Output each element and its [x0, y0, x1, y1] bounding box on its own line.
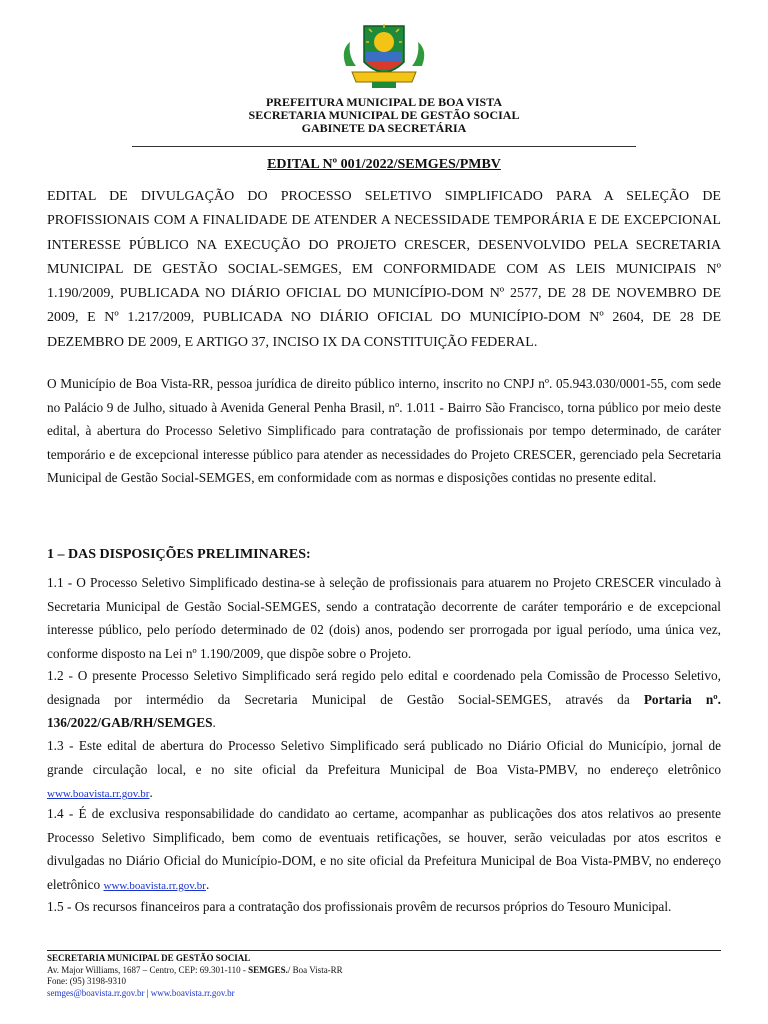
edital-title: EDITAL Nº 001/2022/SEMGES/PMBV [267, 157, 501, 172]
clause-1-5: 1.5 - Os recursos financeiros para a contratação dos profissionais provêm de recursos próprios do Tesouro Municipal. [47, 899, 672, 914]
footer-org: SECRETARIA MUNICIPAL DE GESTÃO SOCIAL [47, 953, 251, 963]
footer-phone: Fone: (95) 3198-9310 [47, 976, 126, 986]
edital-ementa: EDITAL DE DIVULGAÇÃO DO PROCESSO SELETIVO SIMPLIFICADO PARA A SELEÇÃO DE PROFISSIONAIS COM A FINALIDADE DE ATENDER A NECESSIDADE TEMPORÁRIA E DE EXCEPCIONAL INTERESSE PÚBLICO NA EXECUÇÃO DO PROJETO CRESCER, DESENVOLVIDO PELA SECRETARIA MUNICIPAL DE GESTÃO SOCIAL-SEMGES, EM CONFORMIDADE COM AS LEIS MUNICIPAIS Nº 1.190/2009, PUBLICADA NO DIÁRIO OFICIAL DO MUNICÍPIO-DOM Nº 2577, DE 28 DE NOVEMBRO DE 2009, E Nº 1.217/2009, PUBLICADA NO DIÁRIO OFICIAL DO MUNICÍPIO-DOM Nº 2604, DE 28 DE DEZEMBRO DE 2009, E ARTIGO 37, INCISO IX DA CONSTITUIÇÃO FEDERAL. [47, 189, 721, 350]
website-link[interactable]: www.boavista.rr.gov.br [103, 879, 206, 892]
footer-site-link[interactable]: www.boavista.rr.gov.br [150, 987, 235, 998]
portaria-reference: Portaria nº. 136/2022/GAB/RH/SEMGES [47, 691, 721, 731]
header-line-gabinete: GABINETE DA SECRETÁRIA [301, 121, 467, 135]
clause-1-2: 1.2 - O presente Processo Seletivo Simplificado será regido pelo edital e coordenado pela Comissão de Processo Seletivo, designada por intermédio da Secretaria Municipal de Gestão Social-SEMGES, através da Portaria nº. 136/2022/GAB/RH/SEMGES. [47, 668, 721, 731]
footer-address: Av. Major Williams, 1687 – Centro, CEP: 69.301-110 - SEMGES./ Boa Vista-RR [47, 964, 343, 975]
header-line-prefeitura: PREFEITURA MUNICIPAL DE BOA VISTA [265, 95, 503, 109]
header-line-secretaria: SECRETARIA MUNICIPAL DE GESTÃO SOCIAL [248, 108, 520, 122]
institution-header [0, 96, 768, 135]
website-link[interactable]: www.boavista.rr.gov.br [47, 788, 150, 801]
footer-divider [47, 950, 721, 951]
intro-paragraph: O Município de Boa Vista-RR, pessoa jurídica de direito público interno, inscrito no CNPJ nº. 05.943.030/0001-55, com sede no Palácio 9 de Julho, situado à Avenida General Penha Brasil, nº. 1.011 - Bairro São Francisco, torna público por meio deste edital, à abertura do Processo Seletivo Simplificado para contratação de profissionais por tempo determinado, de caráter temporário e de excepcional interesse público para atender as necessidades do Projeto CRESCER, gerenciado pela Secretaria Municipal de Gestão Social-SEMGES, em conformidade com as normas e disposições contidas no presente edital. [47, 376, 721, 486]
header-divider [132, 146, 636, 147]
footer-contacts: semges@boavista.rr.gov.br | www.boavista.rr.gov.br [47, 987, 235, 998]
page-footer [47, 953, 343, 999]
clause-1-4: 1.4 - É de exclusiva responsabilidade do candidato ao certame, acompanhar as publicações dos atos relativos ao presente Processo Seletivo Simplificado, bem como de eventuais retificações, se houver, serão veiculadas por atos escritos e divulgadas no Diário Oficial do Município-DOM, e no site oficial da Prefeitura Municipal de Boa Vista-PMBV, no endereço eletrônico www.boavista.rr.gov.br. [47, 806, 721, 892]
footer-email-link[interactable]: semges@boavista.rr.gov.br [47, 987, 145, 998]
coat-of-arms-icon [338, 20, 430, 94]
section-1-heading: 1 – DAS DISPOSIÇÕES PRELIMINARES: [47, 547, 311, 562]
clause-1-1: 1.1 - O Processo Seletivo Simplificado destina-se à seleção de profissionais para atuarem no Projeto CRESCER vinculado à Secretaria Municipal de Gestão Social-SEMGES, sendo a contratação decorrente de caráter temporário e de excepcional interesse público, pelo período determinado de 02 (dois) anos, podendo ser prorrogada por igual período, uma única vez, conforme disposto na Lei nº 1.190/2009, que dispõe sobre o Projeto. [47, 575, 721, 661]
clause-1-3: 1.3 - Este edital de abertura do Processo Seletivo Simplificado será publicado no Diário Oficial do Município, jornal de grande circulação local, e no site oficial da Prefeitura Municipal de Boa Vista-PMBV, no endereço eletrônico www.boavista.rr.gov.br. [47, 738, 721, 801]
